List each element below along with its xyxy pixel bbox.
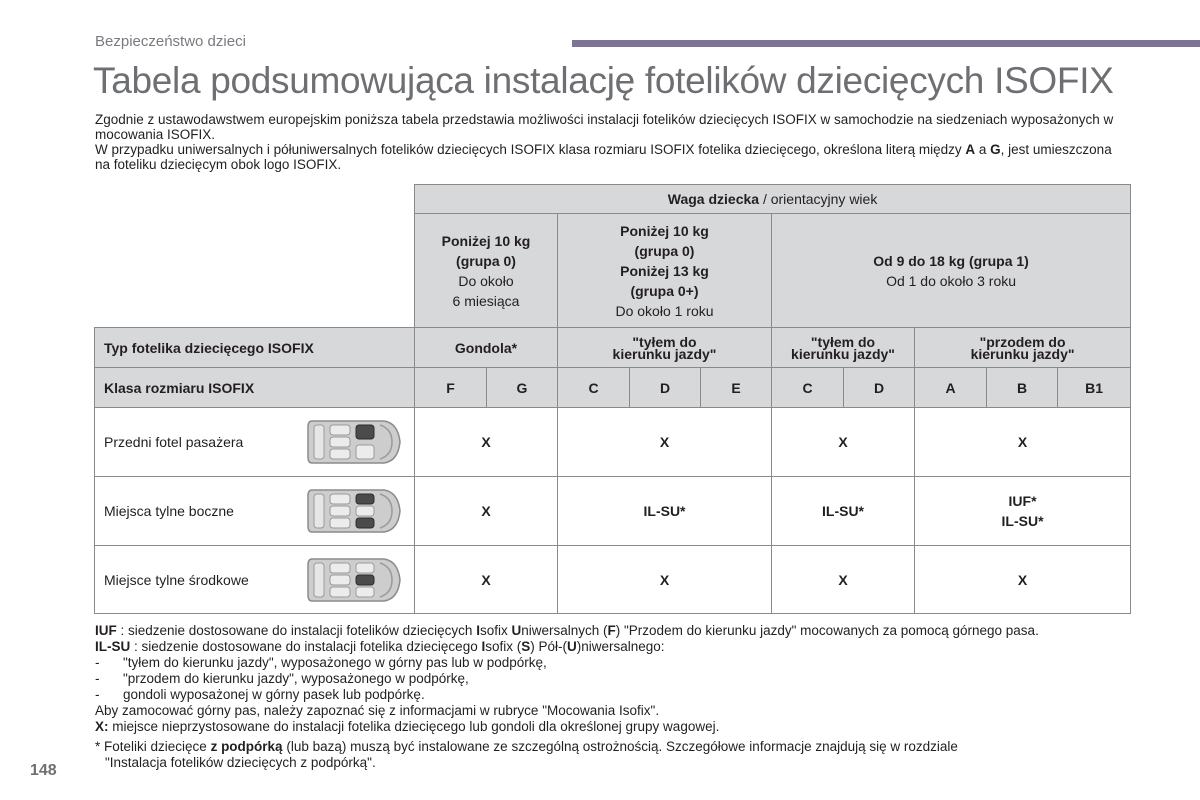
- size-class-cell: D: [630, 368, 701, 408]
- type-gondola: Gondola*: [415, 328, 558, 368]
- page-number: 148: [30, 762, 57, 779]
- footnote-star-cont: "Instalacja fotelików dziecięcych z podpórką".: [105, 755, 376, 770]
- seat-label: Przedni fotel pasażera: [104, 434, 244, 450]
- compat-cell: X: [915, 546, 1131, 614]
- type-forward-facing: "przodem do kierunku jazdy": [915, 328, 1131, 368]
- footnotes: [95, 623, 1145, 771]
- footnote-dash-item: - "przodem do kierunku jazdy", wyposażonego w podpórkę,: [95, 671, 469, 686]
- car-rear-outer-icon: [304, 484, 402, 538]
- compat-cell: X: [558, 408, 772, 477]
- size-class-cell: A: [915, 368, 987, 408]
- intro-text: [95, 112, 1125, 172]
- compat-cell: X: [772, 408, 915, 477]
- page-title: Tabela podsumowująca instalację fotelików dziecięcych ISOFIX: [93, 60, 1114, 101]
- size-class-cell: D: [844, 368, 915, 408]
- type-row-label: Typ fotelika dziecięcego ISOFIX: [95, 328, 415, 368]
- weight-group-1: Od 9 do 18 kg (grupa 1) Od 1 do około 3 roku: [772, 214, 1131, 328]
- footnote-iuf: IUF : siedzenie dostosowane do instalacji fotelików dziecięcych Isofix Uniwersalnych (F) "Przodem do kierunku jazdy" mocowanych za pomocą górnego pasa.: [95, 623, 1039, 638]
- seat-label: Miejsca tylne boczne: [104, 503, 234, 519]
- compat-cell: IL-SU*: [558, 477, 772, 546]
- footnote-ilsu: IL-SU : siedzenie dostosowane do instalacji fotelika dziecięcego Isofix (S) Pół-(U)niwersalnego:: [95, 639, 665, 654]
- seat-row-rear-centre: [95, 546, 415, 614]
- size-class-cell: G: [487, 368, 558, 408]
- compat-cell: X: [415, 477, 558, 546]
- seat-row-rear-outer: [95, 477, 415, 546]
- car-front-passenger-icon: [304, 415, 402, 469]
- footnote-star: * Foteliki dziecięce z podpórką (lub bazą) muszą być instalowane ze szczególną ostrożnością. Szczegółowe informacje znajdują się w rozdziale: [95, 739, 958, 754]
- weight-header: Waga dziecka / orientacyjny wiek: [415, 185, 1131, 214]
- footnote-attach: Aby zamocować górny pas, należy zapoznać się z informacjami w rubryce "Mocowania Isofix".: [95, 703, 660, 718]
- weight-group-0: Poniżej 10 kg (grupa 0) Do około 6 miesiąca: [415, 214, 558, 328]
- size-class-cell: E: [701, 368, 772, 408]
- intro-paragraph-1: Zgodnie z ustawodawstwem europejskim poniższa tabela przedstawia możliwości instalacji fotelików dziecięcych ISOFIX w samochodzie na siedzeniach wyposażonych w mocowania ISOFIX.: [95, 112, 1114, 142]
- car-rear-centre-icon: [304, 553, 402, 607]
- section-label: Bezpieczeństwo dzieci: [95, 33, 246, 50]
- compat-cell: X: [415, 408, 558, 477]
- size-class-cell: F: [415, 368, 487, 408]
- isofix-table: [94, 184, 1131, 614]
- footnote-dash-item: - gondoli wyposażonej w górny pasek lub podpórkę.: [95, 687, 425, 702]
- compat-cell: X: [915, 408, 1131, 477]
- compat-cell: X: [415, 546, 558, 614]
- compat-cell: IUF* IL-SU*: [915, 477, 1131, 546]
- intro-paragraph-2: W przypadku uniwersalnych i półuniwersalnych fotelików dziecięcych ISOFIX klasa rozmiaru ISOFIX fotelika dziecięcego, określona literą między A a G, jest umieszczona na foteliku dziecięcym obok logo ISOFIX.: [95, 142, 1112, 172]
- size-class-cell: B1: [1058, 368, 1131, 408]
- footnote-x: X: miejsce nieprzystosowane do instalacji fotelika dziecięcego lub gondoli dla określonej grupy wagowej.: [95, 719, 720, 734]
- seat-row-front-passenger: [95, 408, 415, 477]
- footnote-dash-item: - "tyłem do kierunku jazdy", wyposażonego w górny pas lub w podpórkę,: [95, 655, 547, 670]
- size-class-cell: C: [558, 368, 630, 408]
- section-bar: [572, 40, 1200, 47]
- table-corner: [95, 185, 415, 214]
- table-corner-2: [95, 214, 415, 328]
- size-class-cell: B: [987, 368, 1058, 408]
- type-rear-facing-2: "tyłem do kierunku jazdy": [772, 328, 915, 368]
- compat-cell: IL-SU*: [772, 477, 915, 546]
- compat-cell: X: [772, 546, 915, 614]
- weight-group-0plus: Poniżej 10 kg (grupa 0) Poniżej 13 kg (grupa 0+) Do około 1 roku: [558, 214, 772, 328]
- seat-label: Miejsce tylne środkowe: [104, 571, 249, 588]
- type-rear-facing-1: "tyłem do kierunku jazdy": [558, 328, 772, 368]
- size-class-cell: C: [772, 368, 844, 408]
- class-row-label: Klasa rozmiaru ISOFIX: [95, 368, 415, 408]
- compat-cell: X: [558, 546, 772, 614]
